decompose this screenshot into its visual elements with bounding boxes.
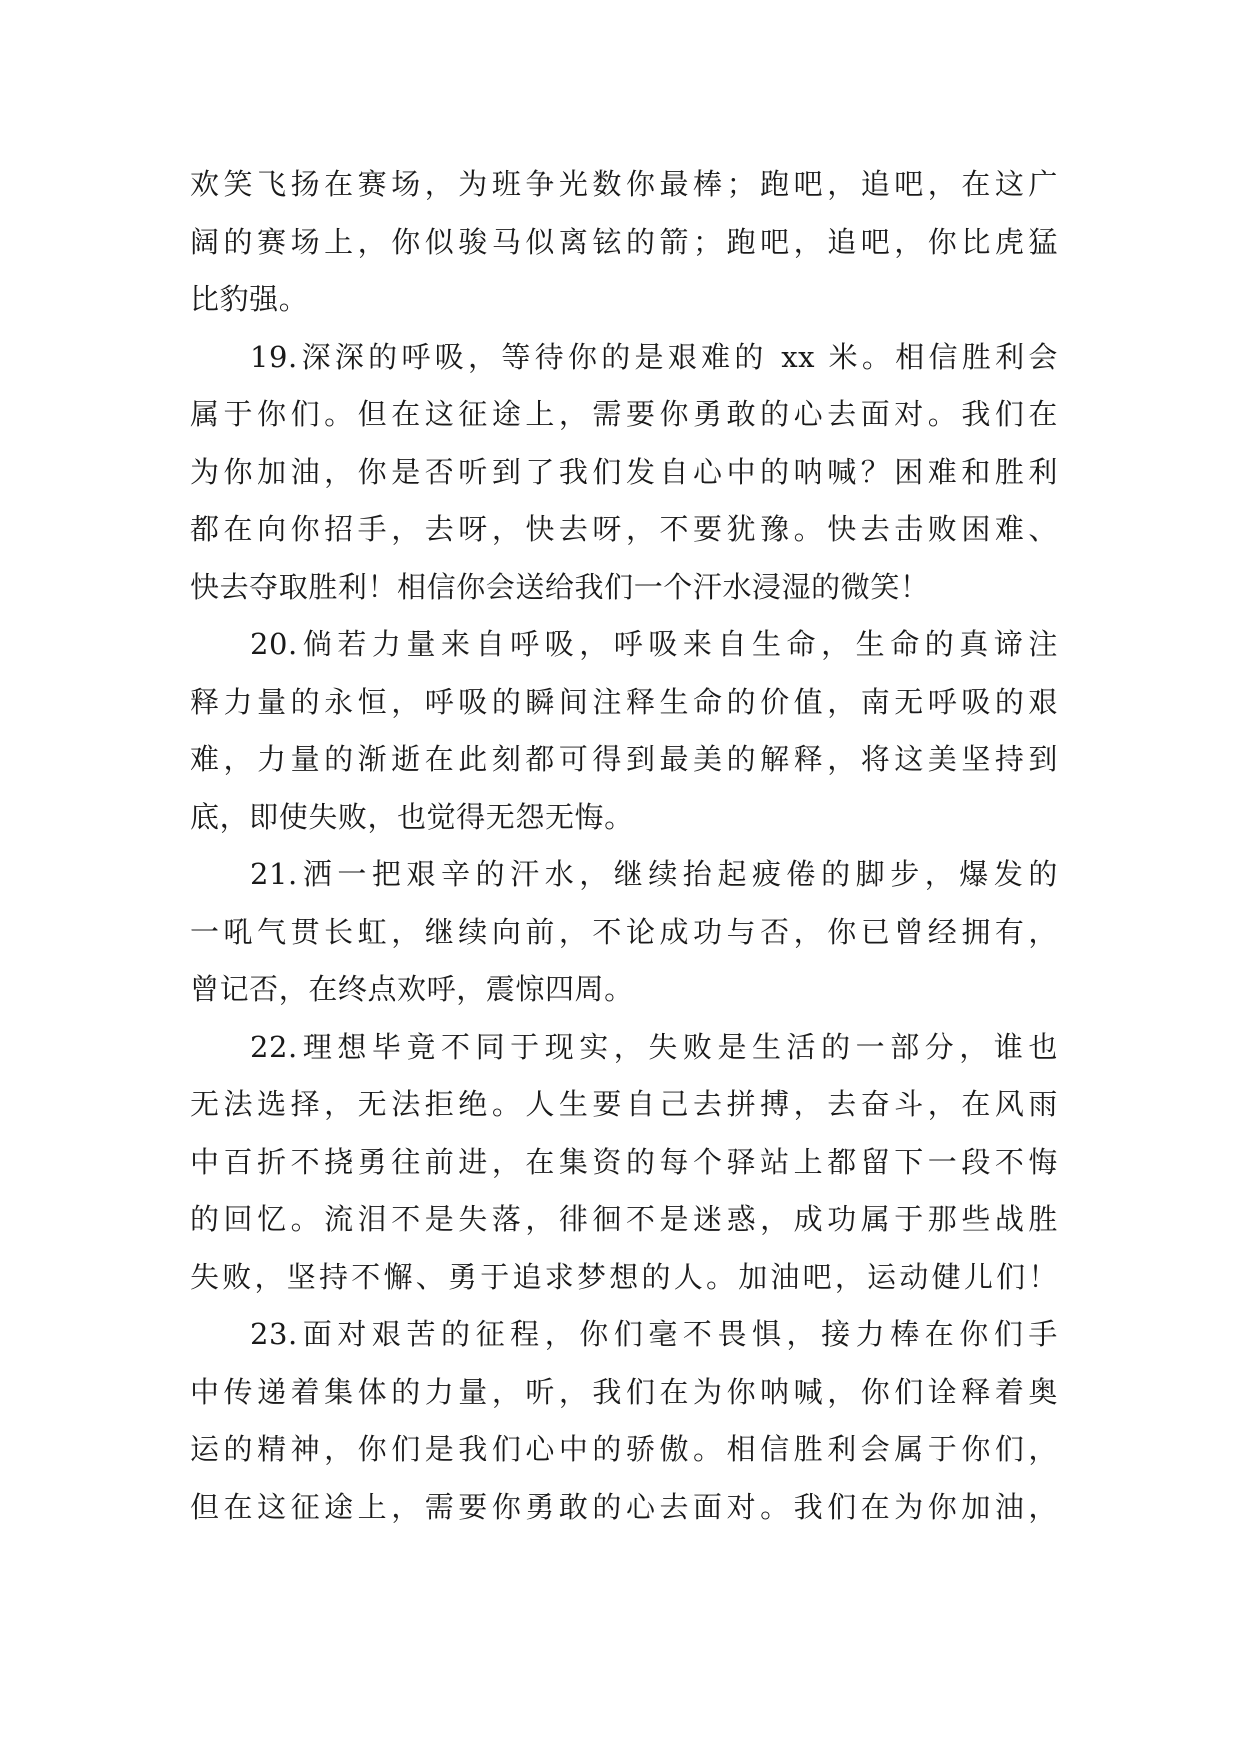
- paragraph-23-start: 23.面对艰苦的征程，你们毫不畏惧，接力棒在你们手: [250, 1317, 1058, 1351]
- body-text: [190, 156, 1058, 1536]
- paragraph-22-start: 22.理想毕竟不同于现实，失败是生活的一部分，谁也: [250, 1029, 1058, 1064]
- text-line: 底，即使失败，也觉得无怨无悔。: [190, 799, 634, 834]
- text-line: 释力量的永恒，呼吸的瞬间注释生命的价值，南无呼吸的艰: [190, 684, 1058, 719]
- text-line: 的回忆。流泪不是失落，徘徊不是迷惑，成功属于那些战胜: [190, 1202, 1058, 1236]
- text-line: 比豹强。: [190, 282, 309, 316]
- paragraph-21-start: 21.洒一把艰辛的汗水，继续抬起疲倦的脚步，爆发的: [250, 857, 1058, 891]
- text-line: 都在向你招手，去呀，快去呀，不要犹豫。快去击败困难、: [190, 512, 1058, 546]
- text-line: 运的精神，你们是我们心中的骄傲。相信胜利会属于你们，: [190, 1432, 1058, 1466]
- text-line: 曾记否，在终点欢呼，震惊四周。: [190, 972, 634, 1006]
- paragraph-19-start: 19.深深的呼吸，等待你的是艰难的 xx 米。相信胜利会: [250, 339, 1058, 374]
- text-line: 中百折不挠勇往前进，在集资的每个驿站上都留下一段不悔: [190, 1144, 1058, 1179]
- text-line: 属于你们。但在这征途上，需要你勇敢的心去面对。我们在: [190, 397, 1058, 431]
- paragraph-20-start: 20.倘若力量来自呼吸，呼吸来自生命，生命的真谛注: [250, 627, 1058, 661]
- text-line: 阔的赛场上，你似骏马似离铉的箭；跑吧，追吧，你比虎猛: [190, 224, 1058, 259]
- text-line: 无法选择，无法拒绝。人生要自己去拼搏，去奋斗，在风雨: [190, 1087, 1058, 1121]
- text-line: 失败，坚持不懈、勇于追求梦想的人。加油吧，运动健儿们！: [190, 1259, 1058, 1294]
- text-line: 但在这征途上，需要你勇敢的心去面对。我们在为你加油，: [190, 1489, 1058, 1524]
- text-line: 中传递着集体的力量，听，我们在为你呐喊，你们诠释着奥: [190, 1374, 1058, 1409]
- text-line: 难，力量的渐逝在此刻都可得到最美的解释，将这美坚持到: [190, 742, 1058, 776]
- text-line: 快去夺取胜利！相信你会送给我们一个汗水浸湿的微笑！: [190, 569, 930, 604]
- text-line: 一吼气贯长虹，继续向前，不论成功与否，你已曾经拥有，: [190, 914, 1058, 949]
- text-line: 为你加油，你是否听到了我们发自心中的呐喊？困难和胜利: [190, 454, 1058, 489]
- text-line: 欢笑飞扬在赛场，为班争光数你最棒；跑吧，追吧，在这广: [190, 167, 1058, 201]
